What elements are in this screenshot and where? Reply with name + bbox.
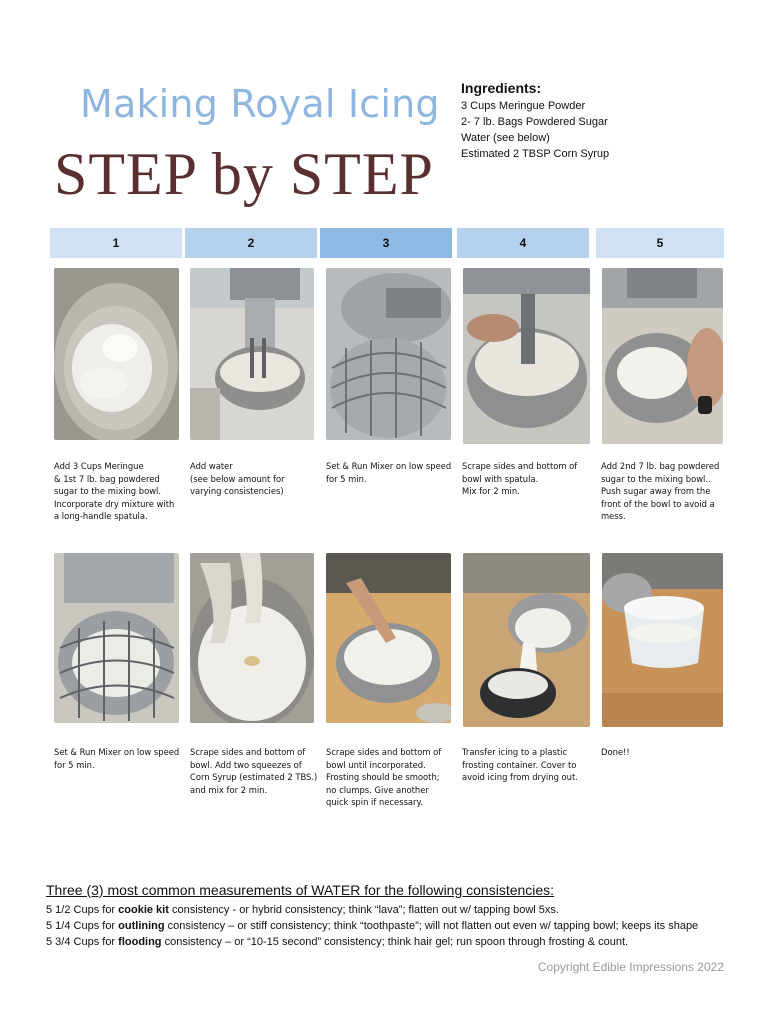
water-line-flooding <box>46 934 736 950</box>
transfer-icing-photo-icon <box>463 553 590 727</box>
water-line-description: consistency – or stiff consistency; think “toothpaste”; will not flatten out even w/ tapping bowl; keeps its shape <box>164 920 699 932</box>
bowl-powder-photo-icon <box>54 268 179 440</box>
consistency-name: cookie kit <box>118 904 169 916</box>
step-9-caption: Transfer icing to a plastic frosting container. Cover to avoid icing from drying out. <box>462 747 578 783</box>
step-header-1: 1 <box>50 228 182 258</box>
mixer-running-photo-icon <box>54 553 179 723</box>
add-sugar-photo-icon <box>602 268 723 444</box>
water-line-cookie-kit <box>46 902 736 918</box>
step-8-caption: Scrape sides and bottom of bowl until incorporated. Frosting should be smooth; no clumps. Give another quick spin if necessary. <box>326 747 442 808</box>
mixer-guard-photo-icon <box>326 268 451 440</box>
step-6-caption: Set & Run Mixer on low speed for 5 min. <box>54 747 180 770</box>
step-header-5: 5 <box>596 228 724 258</box>
ingredients-block <box>461 80 609 162</box>
mixer-water-photo-icon <box>190 268 314 440</box>
page-title: STEP by STEP <box>54 141 434 207</box>
icing-paddle-photo-icon <box>190 553 314 723</box>
ingredient-item: Estimated 2 TBSP Corn Syrup <box>461 148 610 160</box>
water-line-description: consistency - or hybrid consistency; think “lava”; flatten out w/ tapping bowl 5xs. <box>168 904 559 916</box>
step-4-caption: Scrape sides and bottom of bowl with spatula. Mix for 2 min. <box>462 461 578 497</box>
step-3-caption: Set & Run Mixer on low speed for 5 min. <box>326 461 452 484</box>
water-line-description: consistency – or “10-15 second” consistency; think hair gel; run spoon through frosting & count. <box>161 936 629 948</box>
step-5-caption: Add 2nd 7 lb. bag powdered sugar to the mixing bowl.. Push sugar away from the front of the bowl to avoid a mess. <box>601 461 720 522</box>
step-number-bar <box>50 228 724 258</box>
water-line-prefix: 5 1/4 Cups for <box>46 920 119 932</box>
step-header-4: 4 <box>457 228 589 258</box>
ingredient-item: 2- 7 lb. Bags Powdered Sugar <box>461 116 608 128</box>
step-7-caption: Scrape sides and bottom of bowl. Add two squeezes of Corn Syrup (estimated 2 TBS.) and mix for 2 min. <box>190 747 318 795</box>
step-header-2: 2 <box>185 228 317 258</box>
done-container-photo-icon <box>602 553 723 727</box>
ingredients-heading: Ingredients: <box>461 80 542 96</box>
water-line-prefix: 5 3/4 Cups for <box>46 936 119 948</box>
copyright-notice: Copyright Edible Impressions 2022 <box>537 960 724 974</box>
step-2-caption: Add water (see below amount for varying consistencies) <box>190 461 285 497</box>
water-measurements-section <box>46 882 736 950</box>
step-10-caption: Done!! <box>601 747 630 757</box>
smooth-icing-photo-icon <box>326 553 451 723</box>
water-heading: Three (3) most common measurements of WATER for the following consistencies: <box>46 882 555 898</box>
step-header-3: 3 <box>320 228 452 258</box>
water-line-prefix: 5 1/2 Cups for <box>46 904 119 916</box>
water-line-outlining <box>46 918 736 934</box>
ingredient-item: Water (see below) <box>461 132 550 144</box>
consistency-name: outlining <box>118 920 165 932</box>
consistency-name: flooding <box>118 936 162 948</box>
subtitle-heading: Making Royal Icing <box>80 82 440 126</box>
scrape-bowl-photo-icon <box>463 268 590 444</box>
step-1-caption: Add 3 Cups Meringue & 1st 7 lb. bag powdered sugar to the mixing bowl. Incorporate dry mixture with a long-handle spatula. <box>54 461 175 522</box>
ingredient-item: 3 Cups Meringue Powder <box>461 100 586 112</box>
